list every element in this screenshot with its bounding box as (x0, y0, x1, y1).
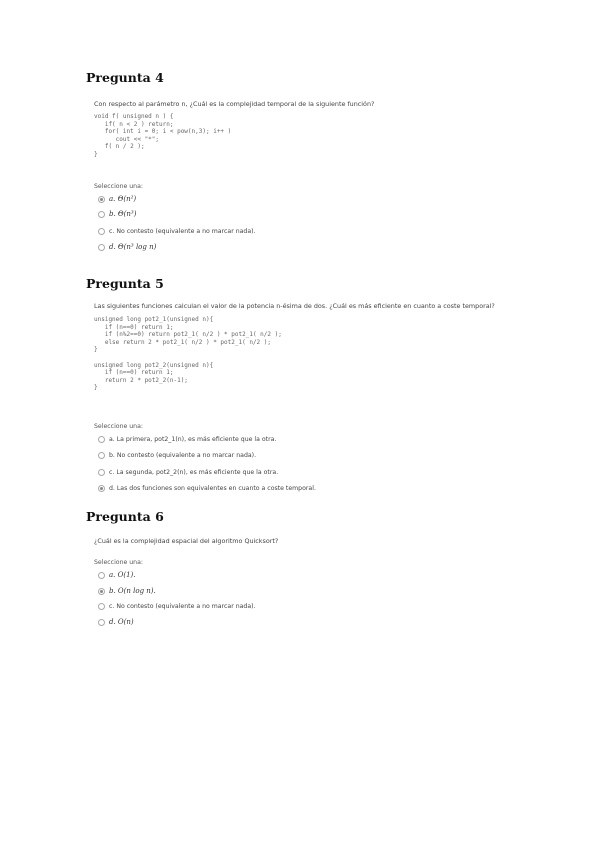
option-c[interactable] (98, 467, 278, 477)
radio-button[interactable] (98, 436, 105, 443)
option-text: d. Θ(n³ log n) (109, 243, 157, 251)
select-label: Seleccione una: (94, 559, 143, 566)
radio-button[interactable] (98, 469, 105, 476)
option-text: c. No contesto (equivalente a no marcar nada). (109, 602, 256, 610)
option-a[interactable] (98, 194, 136, 204)
option-text: a. Θ(n²) (109, 195, 137, 203)
option-d[interactable] (98, 483, 316, 493)
option-a[interactable] (98, 434, 276, 444)
option-a[interactable] (98, 570, 136, 580)
question-text: ¿Cuál es la complejidad espacial del algoritmo Quicksort? (94, 537, 279, 545)
option-b[interactable] (98, 586, 156, 596)
question-title: Pregunta 6 (86, 509, 164, 524)
code-block: void f( unsigned n ) { if( n < 2 ) return; for( int i = 0; i < pow(n,3); i++ ) cout << "*"; f( n / 2 ); } (94, 113, 232, 158)
radio-button[interactable] (98, 196, 105, 203)
radio-button[interactable] (98, 228, 105, 235)
question-title: Pregunta 4 (86, 70, 164, 85)
question-text: Con respecto al parámetro n, ¿Cuál es la complejidad temporal de la siguiente función? (94, 100, 375, 108)
option-text: a. La primera, pot2_1(n), es más eficiente que la otra. (109, 435, 277, 443)
radio-button[interactable] (98, 588, 105, 595)
option-b[interactable] (98, 450, 256, 460)
radio-button[interactable] (98, 603, 105, 610)
option-text: c. La segunda, pot2_2(n), es más eficiente que la otra. (109, 468, 279, 476)
radio-button[interactable] (98, 485, 105, 492)
option-text: b. O(n log n). (109, 587, 156, 595)
option-d[interactable] (98, 617, 134, 627)
option-d[interactable] (98, 242, 156, 252)
option-text: a. O(1). (109, 571, 136, 579)
option-text: d. Las dos funciones son equivalentes en cuanto a coste temporal. (109, 484, 316, 492)
radio-button[interactable] (98, 572, 105, 579)
option-c[interactable] (98, 601, 256, 611)
radio-button[interactable] (98, 244, 105, 251)
question-text: Las siguientes funciones calculan el valor de la potencia n-ésima de dos. ¿Cuál es más eficiente en cuanto a coste temporal? (94, 302, 495, 310)
option-text: c. No contesto (equivalente a no marcar nada). (109, 227, 256, 235)
select-label: Seleccione una: (94, 183, 143, 190)
option-text: d. O(n) (109, 618, 134, 626)
option-text: b. No contesto (equivalente a no marcar nada). (109, 451, 257, 459)
select-label: Seleccione una: (94, 423, 143, 430)
radio-button[interactable] (98, 619, 105, 626)
code-block: unsigned long pot2_1(unsigned n){ if (n==0) return 1; if (n%2==0) return pot2_1( n/2 ) * pot2_1( n/2 ); else return 2 * pot2_1( n/2 ) * pot2_1( n/2 ); } unsigned long pot2_2(unsigned n){ if (n==0) return 1; return 2 * pot2_2(n-1); } (94, 316, 282, 392)
option-c[interactable] (98, 226, 256, 236)
question-title: Pregunta 5 (86, 276, 164, 291)
option-text: b. Θ(n³) (109, 210, 137, 218)
radio-button[interactable] (98, 211, 105, 218)
radio-button[interactable] (98, 452, 105, 459)
option-b[interactable] (98, 209, 136, 219)
